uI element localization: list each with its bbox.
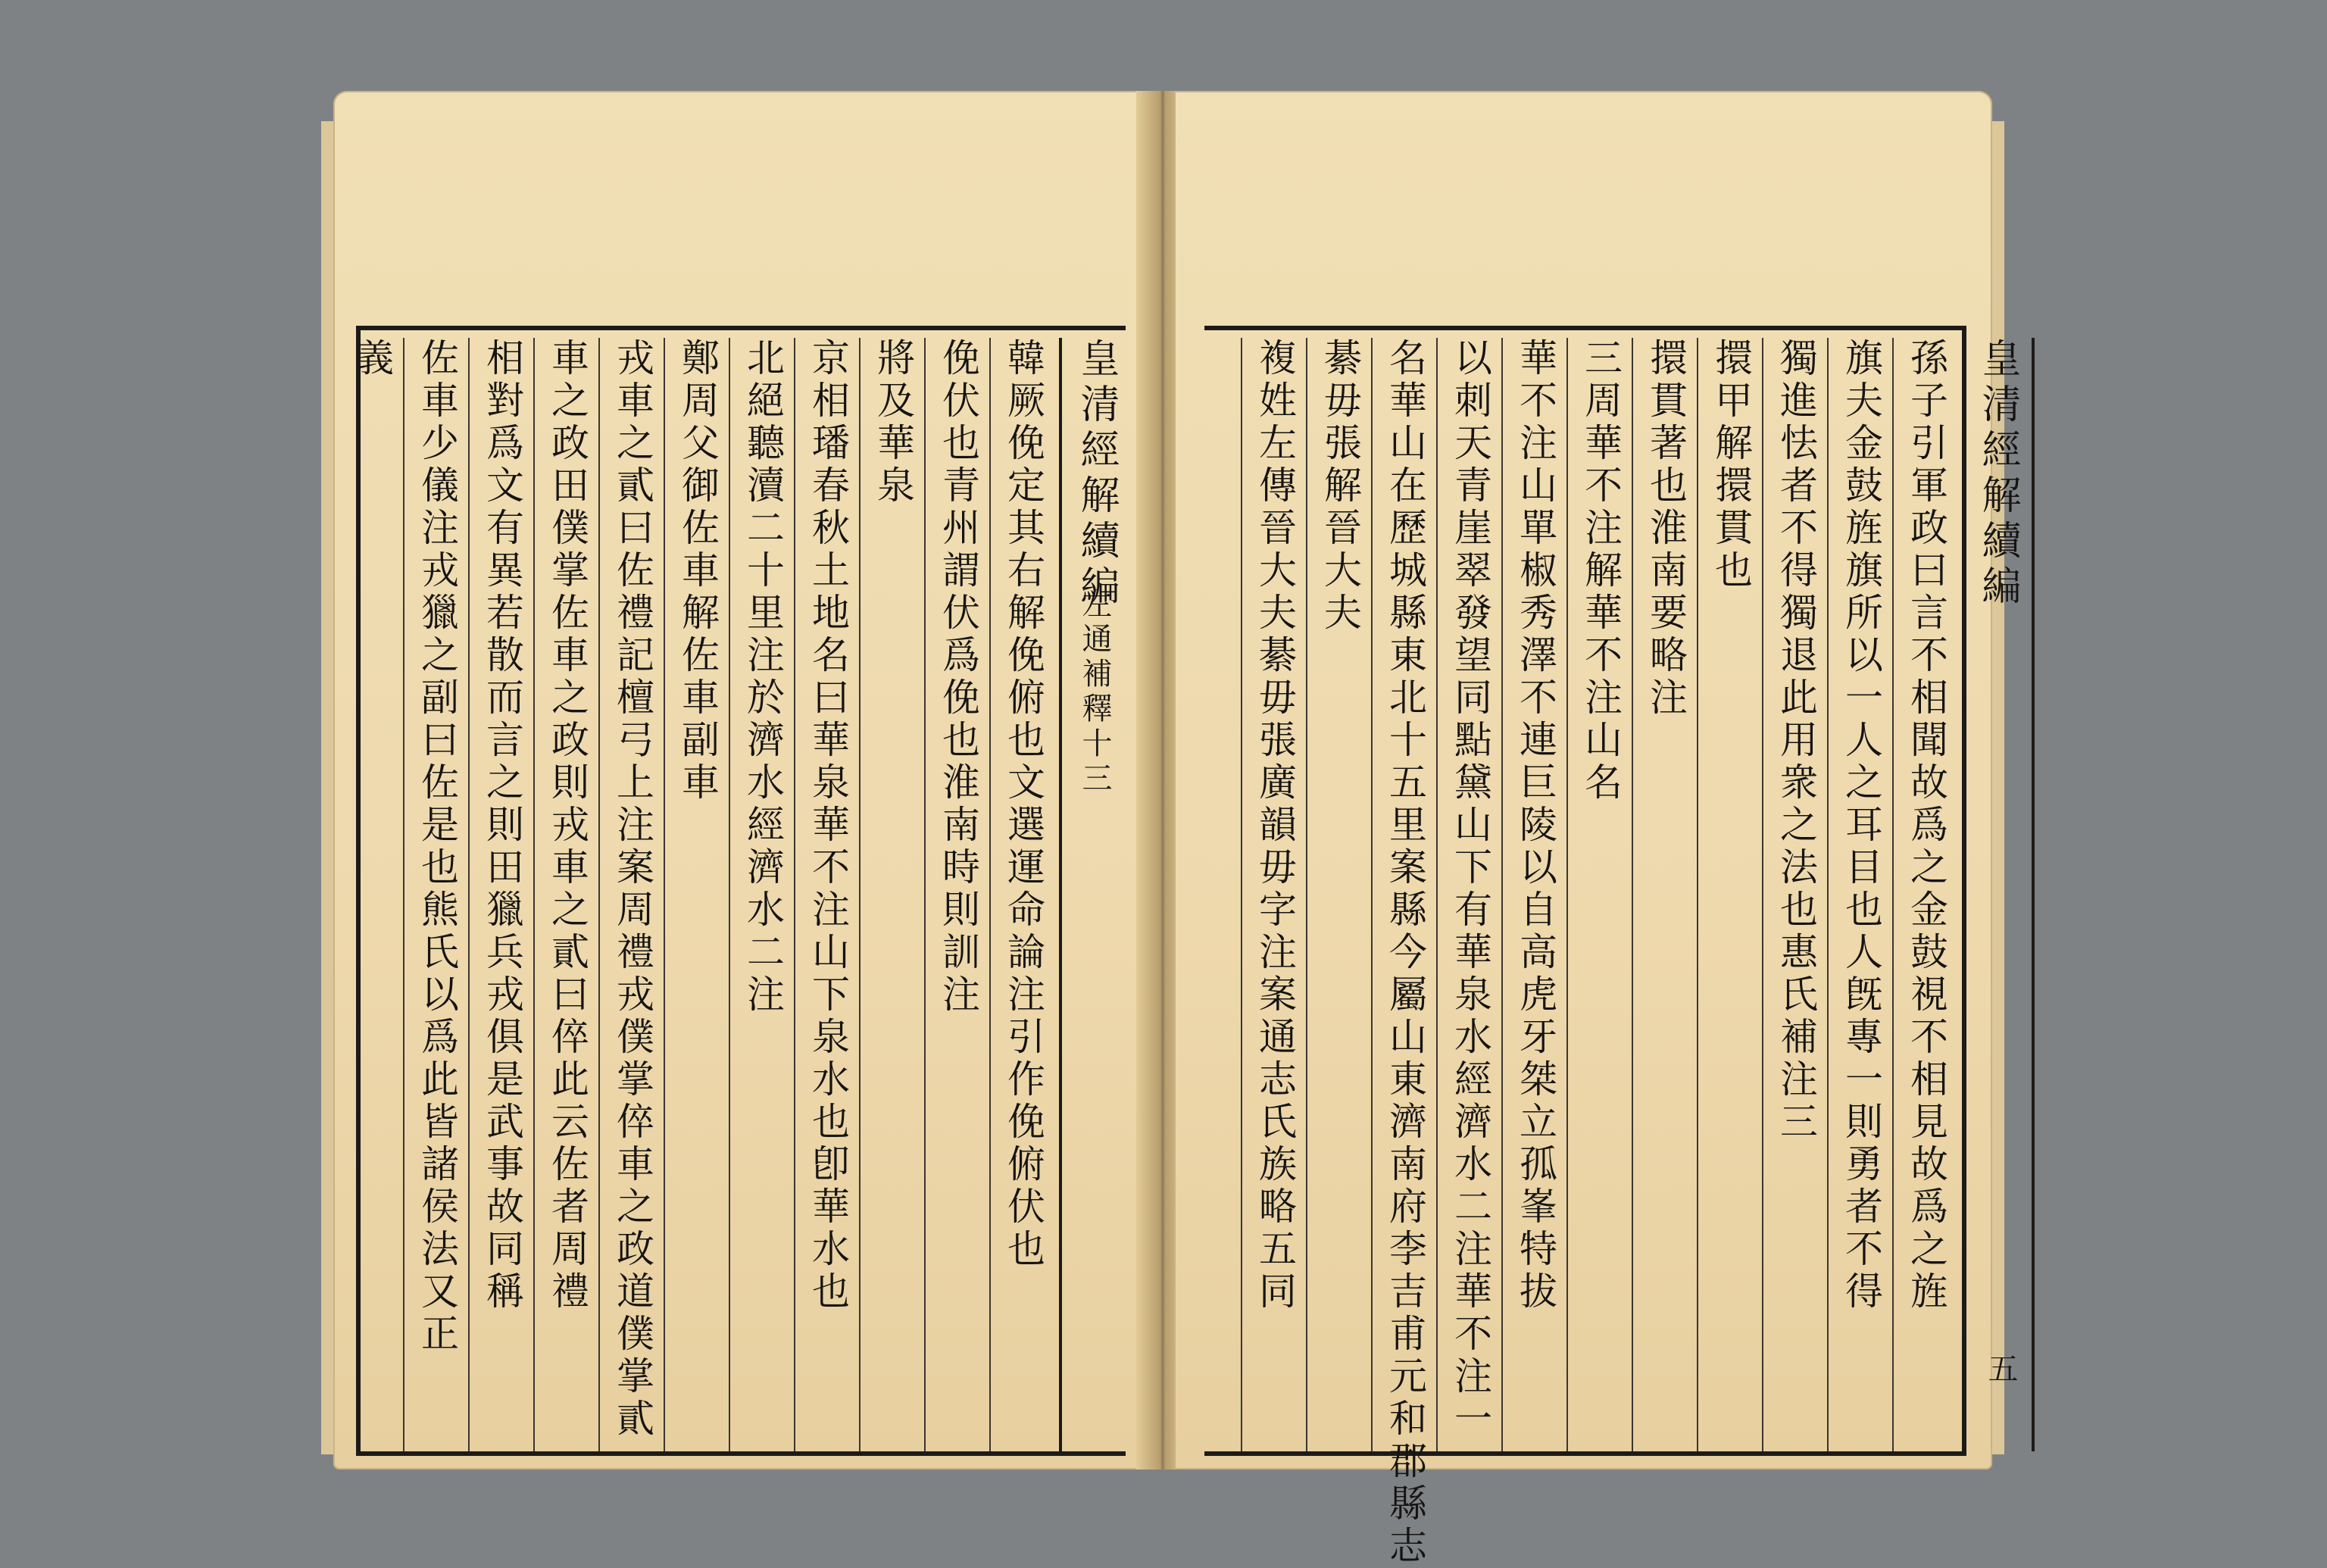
left-text-frame	[350, 326, 1126, 1456]
right-column-1: 孫子引軍政曰言不相聞故爲之金鼓視不相見故爲之旌	[1892, 338, 1959, 1451]
left-column-9: 相對爲文有異若散而言之則田獵兵戎俱是武事故同稱	[468, 338, 535, 1451]
open-book	[333, 91, 2020, 1568]
left-page	[333, 91, 1151, 1470]
right-column-11: 複姓左傳晉大夫綦毋張廣韻毋字注案通志氏族略五同	[1241, 338, 1307, 1451]
left-column-7: 戎車之貳曰佐禮記檀弓上注案周禮戎僕掌倅車之政道僕掌貳	[598, 338, 665, 1451]
right-column-9: 名華山在歷城縣東北十五里案縣今屬山東濟南府李吉甫元和郡縣志	[1371, 338, 1438, 1451]
left-column-2: 俛伏也青州謂伏爲俛也淮南時則訓注	[924, 338, 991, 1451]
left-column-1: 韓厥俛定其右解俛俯也文選運命論注引作俛俯伏也	[989, 338, 1056, 1451]
left-column-6: 鄭周父御佐車解佐車副車	[664, 338, 730, 1451]
left-margin-title: 皇清經解續編	[1059, 338, 1130, 1451]
left-margin-subtitle: 左通補釋十三	[1077, 588, 1112, 797]
left-column-3: 將及華泉	[859, 338, 926, 1451]
left-column-8: 車之政田僕掌佐車之政則戎車之貳曰倅此云佐者周禮	[533, 338, 600, 1451]
left-column-11: 義	[350, 338, 394, 380]
right-column-5: 擐貫著也淮南要略注	[1632, 338, 1698, 1451]
right-column-6: 三周華不注解華不注山名	[1566, 338, 1633, 1451]
right-column-8: 以刺天青崖翠發望同點黛山下有華泉水經濟水二注華不注一	[1436, 338, 1503, 1451]
right-column-10: 綦毋張解晉大夫	[1306, 338, 1373, 1451]
left-column-5: 北絕聽瀆二十里注於濟水經濟水二注	[729, 338, 795, 1451]
right-column-2: 旗夫金鼓旌旗所以一人之耳目也人旣專一則勇者不得	[1827, 338, 1894, 1451]
left-column-10: 佐車少儀注戎獵之副曰佐是也熊氏以爲此皆諸侯法又正	[403, 338, 470, 1451]
right-column-3: 獨進怯者不得獨退此用衆之法也惠氏補注三	[1762, 338, 1829, 1451]
right-text-frame	[1204, 326, 2020, 1568]
right-margin-title: 皇清經解續編	[1963, 338, 2035, 1451]
left-column-4: 京相璠春秋土地名曰華泉華不注山下泉水也卽華水也	[794, 338, 861, 1451]
right-column-4: 擐甲解擐貫也	[1697, 338, 1763, 1451]
right-column-7: 華不注山單椒秀澤不連巨陵以自高虎牙桀立孤峯特拔	[1501, 338, 1568, 1451]
right-folio: 五	[1983, 1353, 2018, 1383]
right-page	[1174, 91, 2020, 1568]
